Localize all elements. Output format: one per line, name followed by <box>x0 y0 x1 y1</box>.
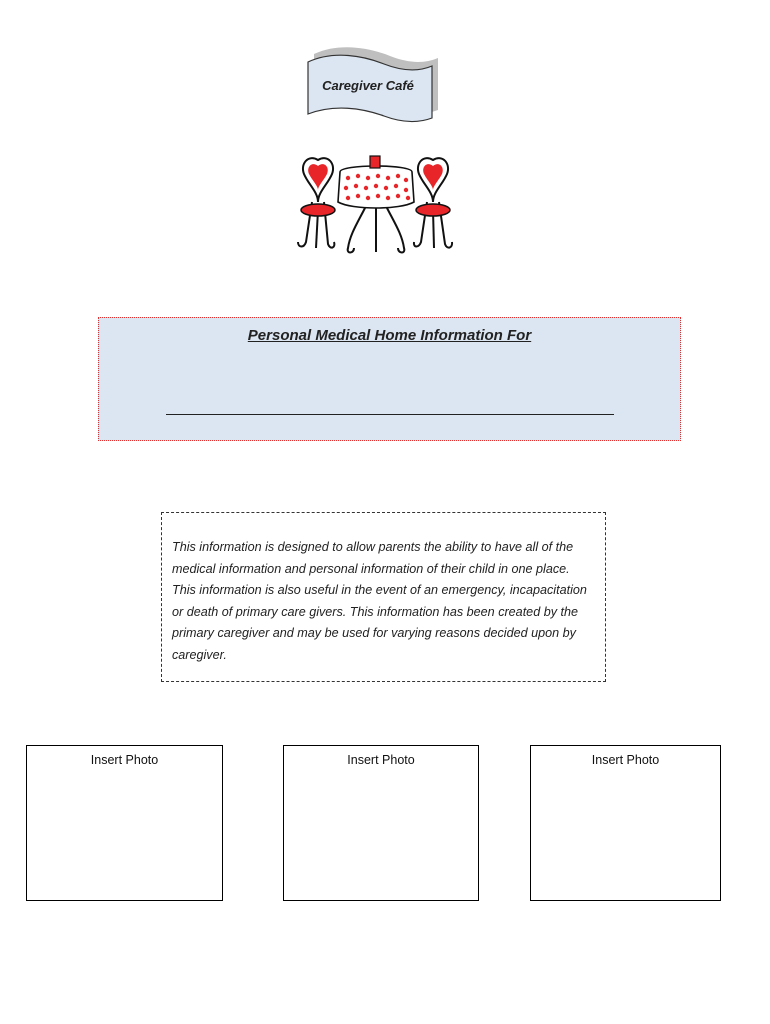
info-box <box>161 512 606 682</box>
photo-placeholder-3[interactable] <box>530 745 721 901</box>
title-box <box>98 317 681 441</box>
caregiver-cafe-banner <box>300 44 442 124</box>
photo-label: Insert Photo <box>347 753 415 767</box>
info-text: This information is designed to allow parents the ability to have all of the medical information and personal information of their child in one place. This information is also useful in the event of an emergency, incapacitation or death of primary care givers. This information has been created by the primary caregiver and may be used for varying reasons decided upon by caregiver. <box>172 540 587 662</box>
photo-placeholder-1[interactable] <box>26 745 223 901</box>
photo-placeholder-2[interactable] <box>283 745 479 901</box>
photo-label: Insert Photo <box>591 753 660 767</box>
cafe-table-chairs-icon <box>288 152 468 262</box>
title-heading: Personal Medical Home Information For <box>247 327 532 344</box>
name-blank-line[interactable] <box>166 414 614 415</box>
banner-label: Caregiver Café <box>322 78 414 93</box>
photo-label: Insert Photo <box>90 753 159 767</box>
